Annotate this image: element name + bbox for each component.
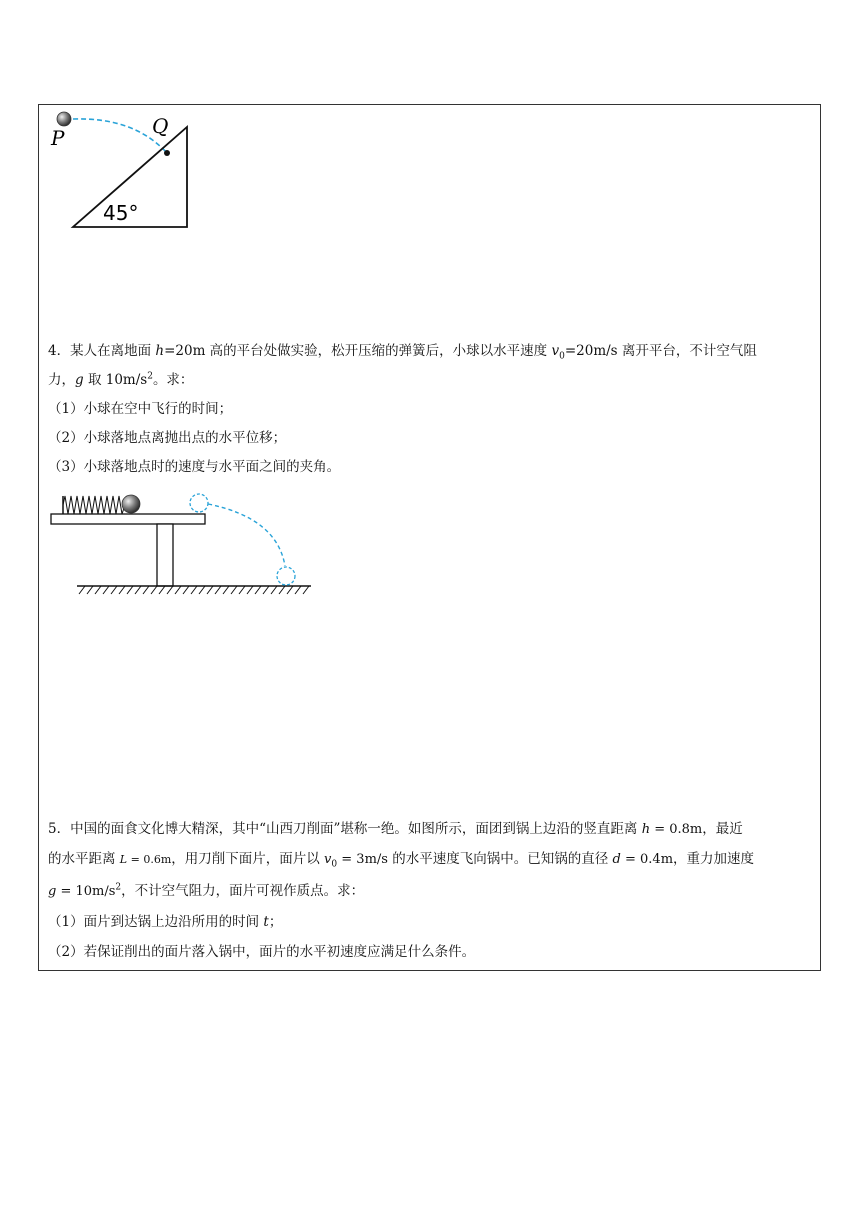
point-q (164, 150, 170, 156)
q5-line1: 5．中国的面食文化博大精深，其中“山西刀削面”堪称一绝。如图所示，面团到锅上边沿的竖直距离 h = 0.8m，最近 (48, 821, 743, 837)
q4-line2: 力，g 取 $10m/s^2$。求： (48, 371, 194, 388)
ball-p (57, 112, 71, 126)
table-leg (157, 524, 173, 586)
q4-sub3: （3）小球落地点时的速度与水平面之间的夹角。 (48, 459, 341, 475)
label-p: P (51, 126, 65, 150)
q5-sub2: （2）若保证削出的面片落入锅中，面片的水平初速度应满足什么条件。 (48, 944, 476, 960)
q4-line1: 4．某人在离地面 h=20m 高的平台处做实验，松开压缩的弹簧后，小球以水平速度 $v_0=20m/s$ 离开平台，不计空气阻 (48, 343, 757, 362)
q5-sub1: （1）面片到达锅上边沿所用的时间 t； (48, 914, 283, 930)
ball-on-table (122, 495, 140, 513)
angle-label: 45° (103, 201, 139, 225)
label-q: Q (152, 114, 169, 138)
q4-sub2: （2）小球落地点离抛出点的水平位移； (48, 430, 287, 446)
spring-table-figure (49, 490, 319, 600)
table-top (51, 514, 205, 524)
landing-ball-dashed (277, 567, 295, 585)
q4-sub1: （1）小球在空中飞行的时间； (48, 401, 233, 417)
question-frame (38, 104, 821, 971)
ground-hatch (79, 586, 309, 594)
flight-arc (208, 504, 285, 566)
q5-line3: $g = 10m/s^2$，不计空气阻力，面片可视作质点。求： (48, 882, 365, 899)
spring (63, 496, 129, 514)
launch-ball-dashed (190, 494, 208, 512)
incline-figure (49, 107, 209, 232)
q5-line2: 的水平距离 L = 0.6m，用刀削下面片，面片以 $v_0 = 3m/s$ 的水平速度飞向锅中。已知锅的直径 d = 0.4m，重力加速度 (48, 851, 755, 870)
